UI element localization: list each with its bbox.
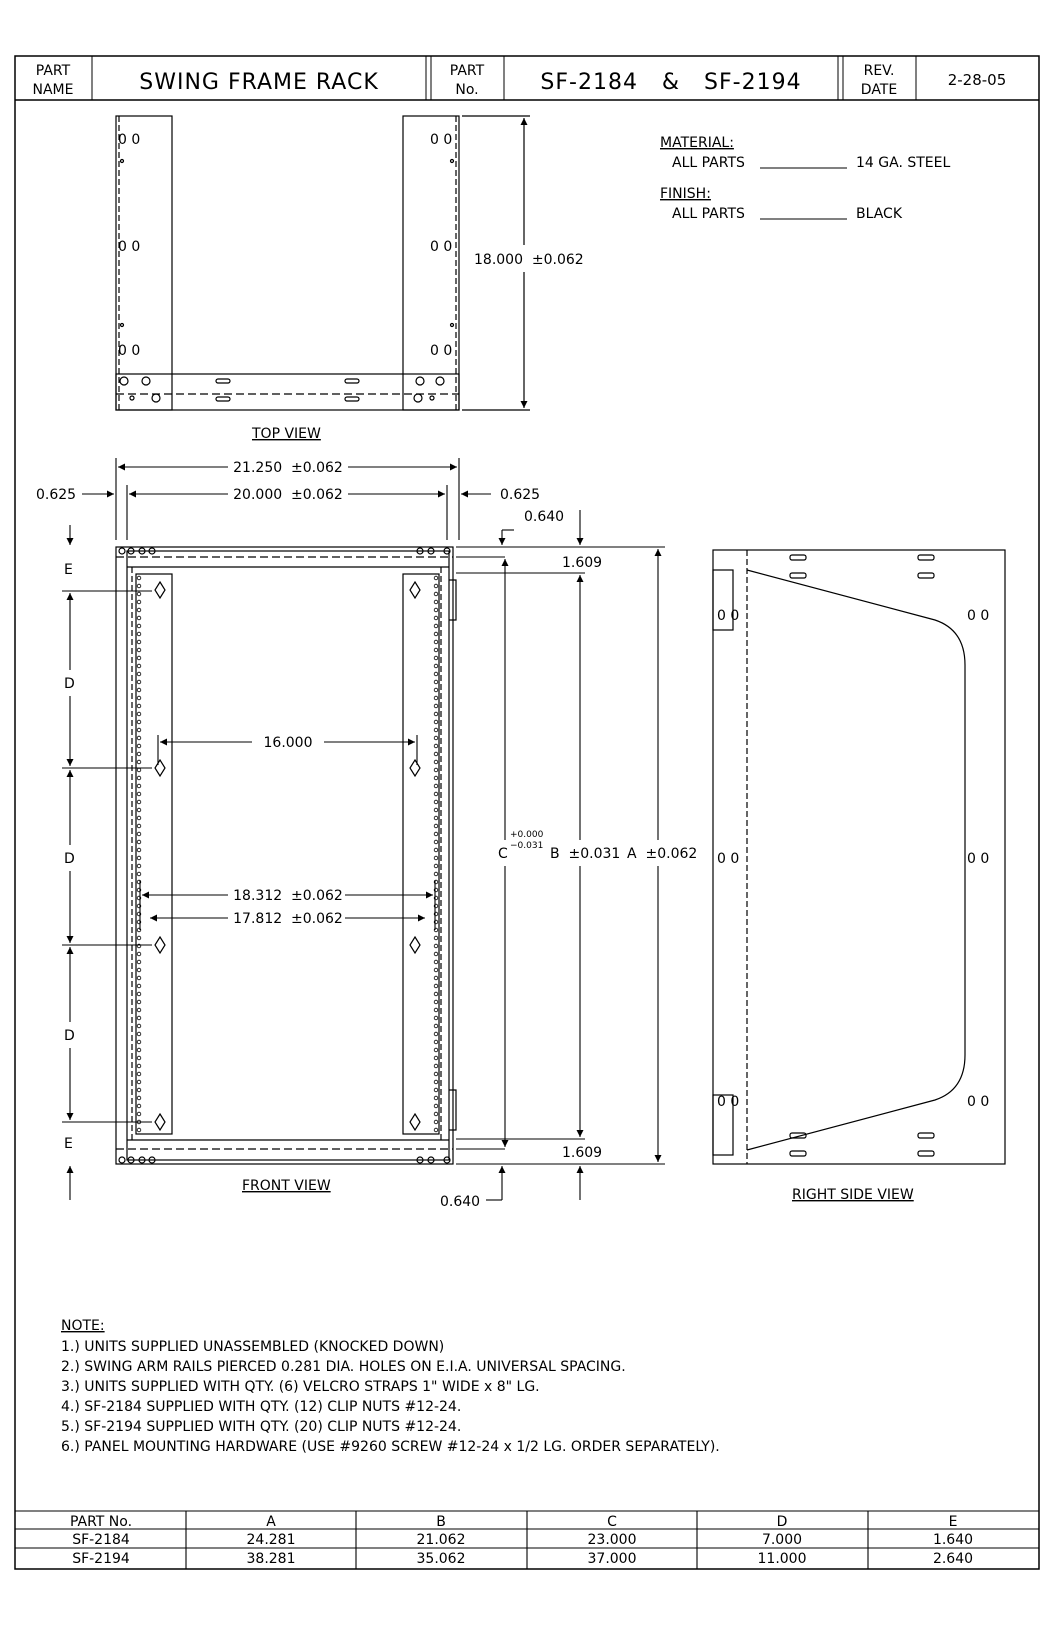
notes [61, 1318, 720, 1455]
rail-hole [434, 704, 438, 708]
rail-hole [434, 992, 438, 996]
table-header-row [70, 1514, 957, 1530]
part-number: SF-2184 & SF-2194 [540, 70, 802, 95]
part-name-label-2: NAME [32, 82, 74, 98]
front-left-dims [62, 525, 152, 1200]
rail-hole [137, 792, 141, 796]
rail-hole [434, 1008, 438, 1012]
svg-text:0 0: 0 0 [118, 132, 141, 148]
rail-hole [434, 1104, 438, 1108]
dim-c-tol-plus: +0.000 [510, 830, 544, 840]
th-d: D [776, 1514, 788, 1530]
rail-hole [137, 816, 141, 820]
rail-hole [434, 592, 438, 596]
dim-inner-width: 20.000 ±0.062 [233, 487, 343, 503]
dim-d-2: D [64, 851, 75, 867]
rail-hole [434, 664, 438, 668]
rail-hole [137, 608, 141, 612]
rail-hole [434, 624, 438, 628]
rev-date: 2-28-05 [947, 71, 1007, 89]
dim-c-label: C [498, 846, 508, 862]
material-line-left: ALL PARTS [672, 155, 745, 171]
rail-hole [137, 1040, 141, 1044]
rev-label: REV. [863, 63, 895, 79]
rail-hole [434, 1088, 438, 1092]
rail-hole [137, 1128, 141, 1132]
rail-hole [137, 1048, 141, 1052]
rail-hole [137, 1072, 141, 1076]
svg-text:0 0: 0 0 [717, 851, 740, 867]
cell: 35.062 [416, 1551, 466, 1567]
dim-b-label: B ±0.031 [550, 846, 621, 862]
dim-e-top: E [64, 562, 73, 578]
cell: 2.640 [932, 1551, 974, 1567]
rail-hole [137, 576, 141, 580]
rail-hole [434, 984, 438, 988]
rail-hole [137, 824, 141, 828]
rail-hole [434, 808, 438, 812]
rail-hole [434, 648, 438, 652]
rail-hole [137, 1088, 141, 1092]
rail-hole [434, 1080, 438, 1084]
cell: SF-2194 [72, 1551, 130, 1567]
rail-hole [434, 672, 438, 676]
finish-heading: FINISH: [660, 186, 711, 202]
cell: 23.000 [587, 1532, 637, 1548]
svg-text:0 0: 0 0 [967, 851, 990, 867]
svg-text:0 0: 0 0 [717, 608, 740, 624]
rail-hole [137, 872, 141, 876]
rail-hole [137, 952, 141, 956]
title-block [15, 56, 1039, 100]
dim-d-1: D [64, 676, 75, 692]
th-b: B [436, 1514, 446, 1530]
svg-text:0 0: 0 0 [430, 343, 453, 359]
rail-hole [434, 872, 438, 876]
rail-hole [434, 856, 438, 860]
th-e: E [948, 1514, 958, 1530]
rail-hole [137, 1080, 141, 1084]
rail-hole [137, 840, 141, 844]
dimension-table [15, 1511, 1039, 1569]
rail-hole [137, 1008, 141, 1012]
rail-hole [137, 800, 141, 804]
rail-hole [137, 784, 141, 788]
dim-top-1609: 1.609 [562, 555, 603, 571]
rail-hole [137, 720, 141, 724]
rail-hole [434, 712, 438, 716]
rail-hole [434, 848, 438, 852]
table-row [72, 1551, 973, 1567]
rail-hole [434, 1128, 438, 1132]
notes-heading: NOTE: [61, 1318, 105, 1334]
rail-hole [137, 1056, 141, 1060]
dim-overall-width: 21.250 ±0.062 [233, 460, 343, 476]
front-view [116, 547, 456, 1164]
note-5: 5.) SF-2194 SUPPLIED WITH QTY. (20) CLIP NUTS #12-24. [61, 1419, 462, 1435]
rail-hole [434, 832, 438, 836]
rail-hole [137, 584, 141, 588]
rail-hole [137, 984, 141, 988]
rail-hole [137, 936, 141, 940]
rail-hole [434, 688, 438, 692]
rail-hole [137, 736, 141, 740]
rail-hole [434, 696, 438, 700]
rail-hole [434, 728, 438, 732]
rail-hole [434, 1056, 438, 1060]
cell: 21.062 [416, 1532, 466, 1548]
rail-hole [434, 1096, 438, 1100]
rail-hole [137, 600, 141, 604]
cell: 37.000 [587, 1551, 637, 1567]
rail-hole [434, 936, 438, 940]
dim-a-label: A ±0.062 [627, 846, 698, 862]
note-2: 2.) SWING ARM RAILS PIERCED 0.281 DIA. HOLES ON E.I.A. UNIVERSAL SPACING. [61, 1359, 626, 1375]
rail-hole [434, 600, 438, 604]
rail-hole [434, 1032, 438, 1036]
rev-label-2: DATE [860, 82, 898, 98]
note-1: 1.) UNITS SUPPLIED UNASSEMBLED (KNOCKED DOWN) [61, 1339, 445, 1355]
rail-hole [434, 744, 438, 748]
rail-hole [137, 760, 141, 764]
dim-17812: 17.812 ±0.062 [233, 911, 343, 927]
th-c: C [607, 1514, 617, 1530]
part-name: SWING FRAME RACK [139, 70, 379, 95]
table-row [72, 1532, 973, 1548]
rail-hole [137, 808, 141, 812]
rail-holes [137, 576, 438, 1132]
rail-hole [137, 776, 141, 780]
rail-hole [434, 952, 438, 956]
rail-hole [137, 1000, 141, 1004]
rail-hole [137, 648, 141, 652]
rail-hole [434, 608, 438, 612]
rail-hole [434, 768, 438, 772]
cell: 7.000 [761, 1532, 803, 1548]
svg-text:0 0: 0 0 [967, 1094, 990, 1110]
rail-hole [434, 1024, 438, 1028]
cell: SF-2184 [72, 1532, 130, 1548]
rail-hole [137, 744, 141, 748]
rail-hole [137, 1016, 141, 1020]
note-3: 3.) UNITS SUPPLIED WITH QTY. (6) VELCRO STRAPS 1" WIDE x 8" LG. [61, 1379, 540, 1395]
rail-hole [137, 992, 141, 996]
rail-hole [434, 752, 438, 756]
rail-hole [137, 968, 141, 972]
rail-hole [137, 688, 141, 692]
rail-hole [434, 800, 438, 804]
rail-hole [137, 960, 141, 964]
rail-hole [434, 616, 438, 620]
part-no-label: PART [449, 63, 485, 79]
rail-hole [434, 1000, 438, 1004]
rail-hole [137, 680, 141, 684]
rail-hole [434, 840, 438, 844]
rail-hole [137, 592, 141, 596]
rail-hole [434, 792, 438, 796]
dim-left-offset: 0.625 [36, 487, 77, 503]
right-view-label: RIGHT SIDE VIEW [792, 1187, 914, 1203]
rail-hole [434, 776, 438, 780]
material-block [660, 135, 950, 222]
rail-hole [434, 960, 438, 964]
right-side-view [713, 550, 1005, 1164]
svg-text:0 0: 0 0 [118, 239, 141, 255]
rail-hole [434, 784, 438, 788]
right-side-slots [717, 608, 989, 1110]
note-4: 4.) SF-2184 SUPPLIED WITH QTY. (12) CLIP NUTS #12-24. [61, 1399, 462, 1415]
dim-d-3: D [64, 1028, 75, 1044]
dim-top-depth: 18.000 ±0.062 [474, 252, 584, 268]
rail-hole [137, 704, 141, 708]
th-a: A [266, 1514, 276, 1530]
rail-hole [434, 720, 438, 724]
dim-18312: 18.312 ±0.062 [233, 888, 343, 904]
finish-line-right: BLACK [856, 206, 903, 222]
svg-text:0 0: 0 0 [118, 343, 141, 359]
dim-top-offset: 0.640 [524, 509, 565, 525]
note-6: 6.) PANEL MOUNTING HARDWARE (USE #9260 SCREW #12-24 x 1/2 LG. ORDER SEPARATELY). [61, 1439, 720, 1455]
rail-hole [137, 856, 141, 860]
rail-hole [434, 584, 438, 588]
rail-hole [137, 632, 141, 636]
rail-hole [137, 1104, 141, 1108]
rail-hole [137, 728, 141, 732]
rail-hole [137, 752, 141, 756]
material-heading: MATERIAL: [660, 135, 734, 151]
rail-hole [434, 656, 438, 660]
rail-hole [434, 976, 438, 980]
rail-hole [434, 1040, 438, 1044]
svg-text:0 0: 0 0 [430, 239, 453, 255]
cell: 1.640 [932, 1532, 974, 1548]
svg-text:0 0: 0 0 [717, 1094, 740, 1110]
th-part-no: PART No. [69, 1514, 133, 1530]
rail-hole [137, 664, 141, 668]
rail-hole [434, 1072, 438, 1076]
top-view-label: TOP VIEW [252, 426, 321, 442]
rail-hole [434, 816, 438, 820]
mounting-holes [155, 582, 420, 1130]
rail-hole [137, 672, 141, 676]
dim-right-offset: 0.625 [500, 487, 541, 503]
rail-hole [434, 944, 438, 948]
rail-hole [434, 680, 438, 684]
rail-hole [434, 968, 438, 972]
rail-hole [137, 832, 141, 836]
svg-text:0 0: 0 0 [430, 132, 453, 148]
part-no-label-2: No. [455, 82, 479, 98]
rail-hole [434, 1016, 438, 1020]
rail-hole [137, 1112, 141, 1116]
dim-e-bottom: E [64, 1136, 73, 1152]
rail-hole [137, 1096, 141, 1100]
svg-text:0 0: 0 0 [967, 608, 990, 624]
material-line-right: 14 GA. STEEL [856, 155, 951, 171]
rail-hole [137, 616, 141, 620]
cell: 24.281 [246, 1532, 296, 1548]
rail-hole [137, 1064, 141, 1068]
rail-hole [434, 864, 438, 868]
rail-hole [434, 1120, 438, 1124]
rail-hole [434, 576, 438, 580]
rail-hole [137, 1032, 141, 1036]
rail-hole [434, 1112, 438, 1116]
rail-hole [434, 760, 438, 764]
rail-hole [137, 976, 141, 980]
rail-hole [137, 656, 141, 660]
rail-hole [137, 768, 141, 772]
rail-hole [137, 640, 141, 644]
dim-16: 16.000 [263, 735, 313, 751]
cell: 11.000 [757, 1551, 807, 1567]
rail-hole [434, 1064, 438, 1068]
cell: 38.281 [246, 1551, 296, 1567]
rail-hole [137, 864, 141, 868]
part-name-label: PART [35, 63, 71, 79]
rail-hole [137, 1024, 141, 1028]
front-view-label: FRONT VIEW [242, 1178, 331, 1194]
dim-bottom-offset: 0.640 [440, 1194, 481, 1210]
rail-hole [434, 736, 438, 740]
finish-line-left: ALL PARTS [672, 206, 745, 222]
dim-c-tol-minus: −0.031 [510, 841, 544, 851]
rail-hole [434, 632, 438, 636]
rail-hole [137, 624, 141, 628]
rail-hole [434, 824, 438, 828]
rail-hole [434, 1048, 438, 1052]
rail-hole [137, 712, 141, 716]
rail-hole [434, 640, 438, 644]
top-view [116, 116, 530, 410]
rail-hole [137, 848, 141, 852]
dim-bottom-1609: 1.609 [562, 1145, 603, 1161]
rail-hole [137, 696, 141, 700]
